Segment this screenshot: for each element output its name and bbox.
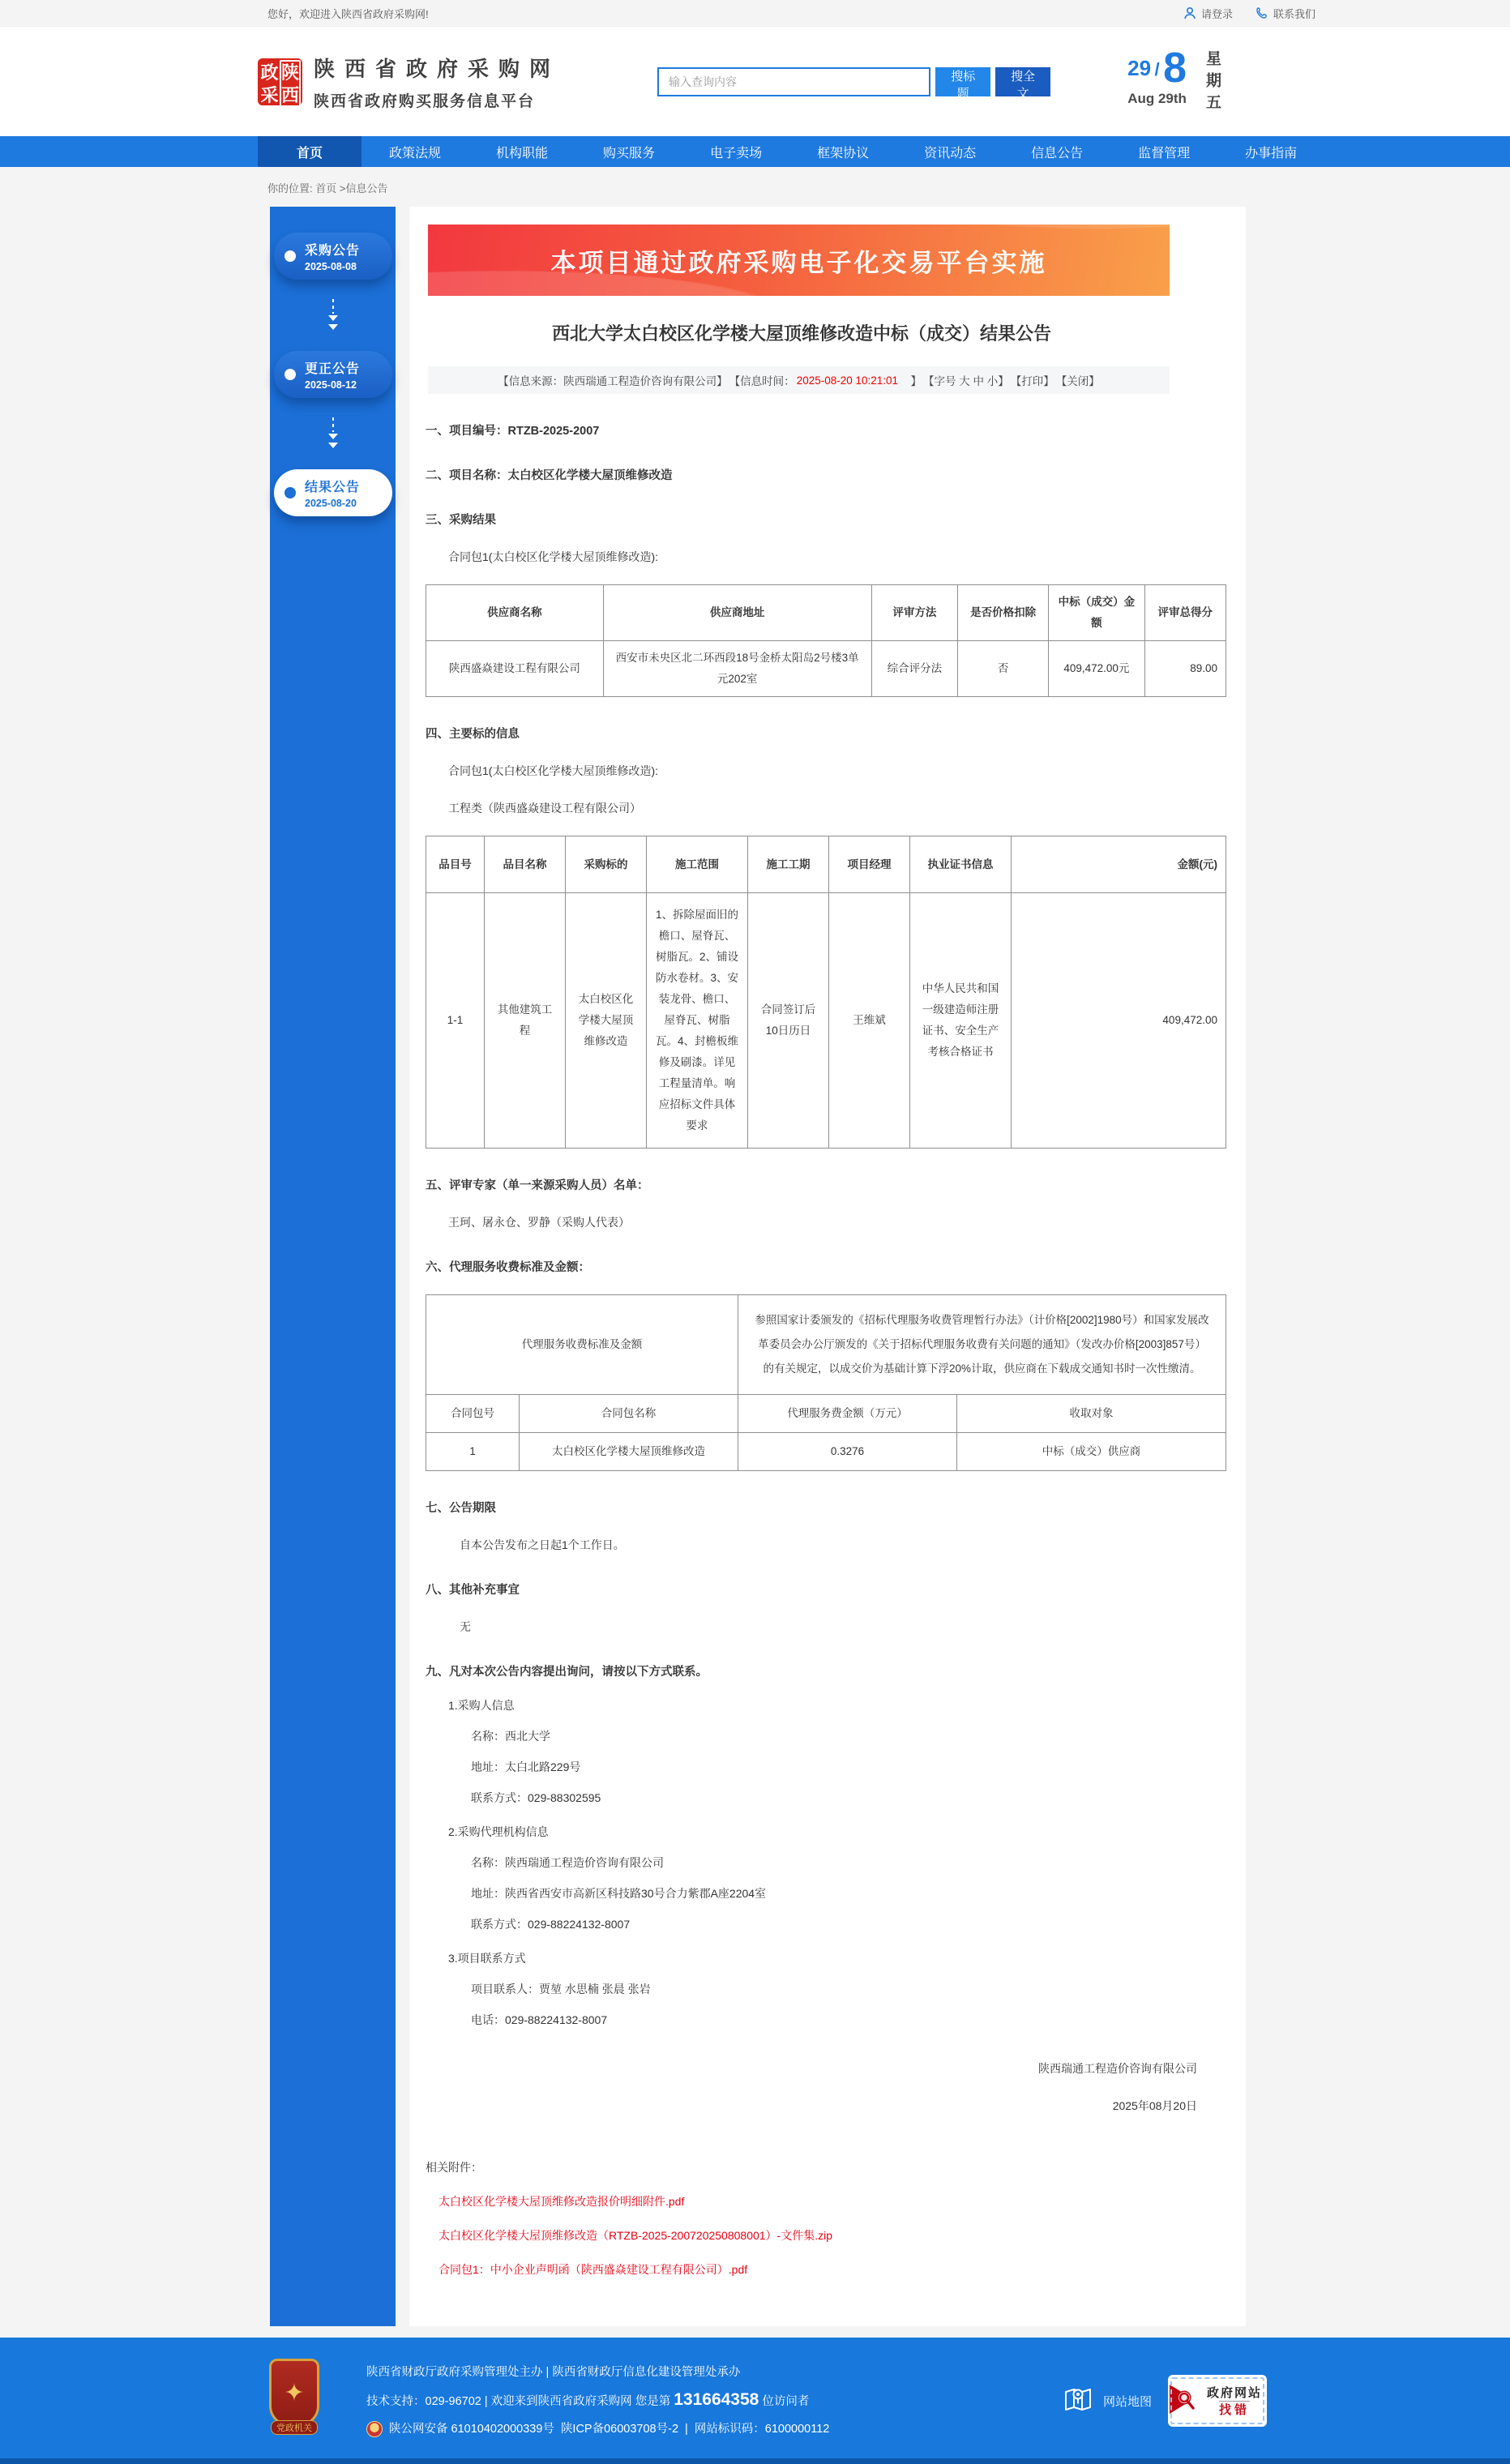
award-amount: 409,472.00元 [1049, 641, 1144, 697]
footer-beian-line: 陕公网安备 61010402000339号 陕ICP备06003708号-2 | 网站标识码：6100000112 [366, 2415, 829, 2443]
article-content [409, 207, 1246, 2326]
table-row [426, 893, 1226, 1149]
gov-site-find-error-badge[interactable] [1168, 2375, 1267, 2427]
breadcrumb-home-link[interactable]: 首页 [315, 182, 337, 195]
nav-item-guide[interactable]: 办事指南 [1245, 146, 1298, 160]
package-line: 合同包1(太白校区化学楼大屋顶维修改造): [448, 550, 658, 563]
nav-item-news[interactable]: 资讯动态 [924, 146, 977, 160]
notice-period-text: 自本公告发布之日起1个工作日。 [460, 1538, 625, 1551]
party-government-emblem [267, 2359, 321, 2443]
site-footer [0, 2338, 1510, 2464]
table-header: 合同包名称 [520, 1395, 738, 1433]
project-contact-title: 3.项目联系方式 [448, 1952, 526, 1965]
attachment-link-fileset-zip[interactable]: 太白校区化学楼大屋顶维修改造（RTZB-2025-200720250808001）-文件集.zip [438, 2229, 833, 2242]
arrow-down-icon [327, 297, 340, 333]
breadcrumb-separator: > [339, 182, 346, 195]
police-beian-link[interactable]: 陕公网安备 61010402000339号 [389, 2423, 554, 2436]
table-header: 收取对象 [957, 1395, 1226, 1433]
timeline-date: 2025-08-12 [305, 379, 357, 391]
find-error-icon [1168, 2383, 1196, 2419]
phone-icon [1255, 6, 1268, 19]
icp-beian-link[interactable]: 陕ICP备06003708号-2 [560, 2423, 679, 2436]
project-phone: 电话：029-88224132-8007 [471, 2013, 608, 2026]
logo-char: 政 [260, 62, 279, 83]
logo-char: 西 [280, 84, 299, 105]
procurement-result-table [426, 584, 1226, 697]
expert-names: 王珂、屠永仓、罗静（采购人代表） [448, 1216, 630, 1229]
package-line: 合同包1(太白校区化学楼大屋顶维修改造): [448, 764, 658, 777]
nav-item-functions[interactable]: 机构职能 [496, 146, 549, 160]
section-other-matters: 八、其他补充事宜 [426, 1584, 520, 1597]
footer-support-line: 技术支持：029-96702 | 欢迎来到陕西省政府采购网 您是第 131664358 位访问者 [366, 2390, 810, 2409]
info-time: 2025-08-20 10:21:01 [796, 374, 899, 387]
table-header: 施工工期 [748, 836, 829, 893]
nav-item-supervision[interactable]: 监督管理 [1138, 146, 1191, 160]
supplier-name: 陕西盛焱建设工程有限公司 [426, 641, 604, 697]
table-header: 评审方法 [871, 585, 957, 641]
timeline-dot [284, 487, 296, 498]
item-name: 其他建筑工程 [485, 893, 566, 1149]
info-source: 【信息来源：陕西瑞通工程造价咨询有限公司】 [498, 375, 728, 387]
table-header: 供应商名称 [426, 585, 604, 641]
section-notice-period: 七、公告期限 [426, 1502, 496, 1515]
close-button[interactable]: 【关闭】 [1055, 375, 1100, 387]
main-nav [0, 136, 1510, 167]
visitor-count: 131664358 [674, 2390, 759, 2409]
table-header: 品目名称 [485, 836, 566, 893]
timeline-item-result-notice[interactable] [274, 469, 392, 516]
site-code: 网站标识码：6100000112 [694, 2423, 830, 2436]
breadcrumb-label: 你的位置: [267, 182, 313, 195]
supplier-address: 西安市未央区北二环西段18号金桥太阳岛2号楼3单元202室 [603, 641, 871, 697]
construction-scope: 1、拆除屋面旧的檐口、屋脊瓦、树脂瓦。2、铺设防水卷材。3、安装龙骨、檐口、屋脊瓦、树脂瓦。4、封檐板维修及刷漆。详见工程量清单。响应招标文件具体要求 [647, 893, 748, 1149]
attachments-label: 相关附件： [426, 2161, 482, 2174]
contact-label: 联系我们 [1273, 7, 1315, 20]
article-meta-bar: 【信息来源：陕西瑞通工程造价咨询有限公司】 【信息时间： 2025-08-20 10:21:01 】 【字号 大 中 小】 【打印】 【关闭】 [428, 366, 1170, 394]
fee-standard-label: 代理服务收费标准及金额 [426, 1295, 738, 1395]
logo-char: 陕 [280, 62, 299, 83]
table-row [426, 1395, 1226, 1433]
construction-period: 合同签订后10日历日 [748, 893, 829, 1149]
table-header: 评审总得分 [1144, 585, 1226, 641]
agency-name: 名称：陕西瑞通工程造价咨询有限公司 [471, 1856, 664, 1869]
top-utility-bar [0, 0, 1510, 27]
agency-fee-table [426, 1294, 1226, 1471]
table-row [426, 1295, 1226, 1395]
breadcrumb [0, 167, 1510, 207]
table-header: 中标（成交）金额 [1049, 585, 1144, 641]
timeline-title: 采购公告 [305, 244, 361, 258]
nav-item-purchase-services[interactable]: 购买服务 [603, 146, 656, 160]
timeline-date: 2025-08-08 [305, 261, 357, 272]
project-contacts: 项目联系人：贾堃 水思楠 张晨 张岩 [471, 1983, 651, 1996]
info-time-label: 【信息时间： [729, 375, 795, 387]
login-label: 请登录 [1200, 7, 1233, 20]
welcome-text: 您好，欢迎进入陕西省政府采购网! [267, 7, 429, 20]
timeline-dot [284, 369, 296, 380]
nav-item-framework[interactable]: 框架协议 [817, 146, 870, 160]
logo-char: 采 [260, 84, 279, 105]
agency-info-title: 2.采购代理机构信息 [448, 1825, 549, 1838]
nav-item-announcements[interactable]: 信息公告 [1031, 146, 1084, 160]
shield-icon: ✦ [269, 2359, 319, 2427]
date-english: Aug 29th [1127, 91, 1187, 106]
timeline-dot [284, 250, 296, 262]
attachment-link-sme-declaration-pdf[interactable]: 合同包1：中小企业声明函（陕西盛焱建设工程有限公司）.pdf [438, 2263, 748, 2276]
other-matters-text: 无 [460, 1620, 471, 1633]
table-row [426, 641, 1226, 697]
table-header: 采购标的 [566, 836, 647, 893]
search-input[interactable] [657, 67, 930, 96]
date-day: 29 [1127, 56, 1152, 80]
announcement-timeline-sidebar [270, 207, 396, 2326]
main-subject-table [426, 836, 1226, 1149]
table-header: 施工范围 [647, 836, 748, 893]
site-title: 陕西省政府采购网 [313, 56, 560, 81]
footer-organizer-line: 陕西省财政厅政府采购管理处主办 | 陕西省财政厅信息化建设管理处承办 [366, 2366, 741, 2379]
site-logo [258, 58, 302, 105]
find-error-line1: 政府网站 [1206, 2386, 1262, 2400]
buyer-address: 地址：太白北路229号 [471, 1760, 581, 1773]
table-header: 执业证书信息 [910, 836, 1012, 893]
table-row [426, 1433, 1226, 1471]
timeline-title: 结果公告 [305, 481, 361, 494]
table-header: 项目经理 [829, 836, 910, 893]
search-fulltext-button[interactable]: 搜全文 [995, 67, 1050, 96]
buyer-name: 名称：西北大学 [471, 1730, 550, 1743]
font-size-control[interactable]: 【字号 大 中 小】 [923, 375, 1009, 387]
table-header: 供应商地址 [603, 585, 871, 641]
platform-banner: 本项目通过政府采购电子化交易平台实施 [428, 225, 1170, 296]
emblem-ribbon-label: 党政机关 [271, 2420, 318, 2435]
nav-item-policies[interactable]: 政策法规 [389, 146, 442, 160]
signature-org: 陕西瑞通工程造价咨询有限公司 [1038, 2062, 1197, 2075]
date-month: 8 [1163, 45, 1187, 92]
procurement-subject: 太白校区化学楼大屋顶维修改造 [566, 893, 647, 1149]
table-header: 合同包号 [426, 1395, 520, 1433]
nav-item-e-market[interactable]: 电子卖场 [710, 146, 763, 160]
table-header: 代理服务费金额（万元） [738, 1395, 957, 1433]
timeline-title: 更正公告 [305, 362, 361, 376]
section-project-number: 一、项目编号：RTZB-2025-2007 [426, 425, 600, 438]
buyer-phone: 联系方式：029-88302595 [471, 1791, 601, 1804]
section-main-subject: 四、主要标的信息 [426, 728, 520, 741]
sitemap-link[interactable] [1063, 2384, 1152, 2418]
buyer-info-title: 1.采购人信息 [448, 1699, 515, 1712]
table-header: 是否价格扣除 [958, 585, 1049, 641]
breadcrumb-current: 信息公告 [345, 182, 388, 195]
fee-amount: 0.3276 [738, 1433, 957, 1471]
user-icon [1183, 6, 1196, 19]
arrow-down-icon [327, 416, 340, 451]
date-widget: 29 / 8 Aug 29th 星期五 [1127, 47, 1267, 116]
section-procurement-result: 三、采购结果 [426, 514, 496, 527]
signature-date: 2025年08月20日 [1112, 2099, 1197, 2112]
project-manager: 王维斌 [829, 893, 910, 1149]
certificate-info: 中华人民共和国一级建造师注册证书、安全生产考核合格证书 [910, 893, 1012, 1149]
timeline-item-procurement-notice[interactable] [274, 233, 392, 280]
search-bar [657, 67, 1050, 101]
category-line: 工程类（陕西盛焱建设工程有限公司） [448, 802, 641, 815]
review-method: 综合评分法 [871, 641, 957, 697]
police-badge-icon [366, 2421, 383, 2437]
find-error-line2: 找错 [1219, 2401, 1250, 2417]
section-contacts: 九、凡对本次公告内容提出询问，请按以下方式联系。 [426, 1666, 708, 1679]
section-project-name: 二、项目名称：太白校区化学楼大屋顶维修改造 [426, 469, 673, 482]
sitemap-label: 网站地图 [1102, 2394, 1152, 2409]
price-deduction: 否 [958, 641, 1049, 697]
contact-us-link[interactable] [1255, 6, 1315, 21]
attachment-link-quotation-pdf[interactable]: 太白校区化学楼大屋顶维修改造报价明细附件.pdf [438, 2195, 685, 2208]
site-subtitle: 陕西省政府购买服务信息平台 [313, 92, 535, 110]
timeline-date: 2025-08-20 [305, 498, 357, 509]
timeline-item-correction-notice[interactable] [274, 351, 392, 398]
nav-item-home[interactable]: 首页 [258, 136, 361, 167]
weekday-label: 星期五 [1204, 50, 1221, 116]
fee-standard-description: 参照国家计委颁发的《招标代理服务收费管理暂行办法》（计价格[2002]1980号）和国家发展改革委员会办公厅颁发的《关于招标代理服务收费有关问题的通知》（发改办价格[2003]857号）的有关规定，以成交价为基础计算下浮20%计取，供应商在下载成交通知书时一次性缴清。 [738, 1295, 1226, 1395]
search-title-button[interactable]: 搜标题 [935, 67, 990, 96]
print-button[interactable]: 【打印】 [1010, 375, 1054, 387]
page-title: 西北大学太白校区化学楼大屋顶维修改造中标（成交）结果公告 [551, 323, 1051, 344]
amount: 409,472.00 [1012, 893, 1226, 1149]
section-agency-fee: 六、代理服务收费标准及金额： [426, 1261, 590, 1274]
agency-phone: 联系方式：029-88224132-8007 [471, 1918, 631, 1931]
site-header [0, 27, 1510, 136]
package-name: 太白校区化学楼大屋顶维修改造 [520, 1433, 738, 1471]
fee-payer: 中标（成交）供应商 [957, 1433, 1226, 1471]
map-icon [1063, 2384, 1093, 2418]
section-review-experts: 五、评审专家（单一来源采购人员）名单： [426, 1179, 649, 1192]
table-header: 品目号 [426, 836, 485, 893]
table-header: 金额(元) [1012, 836, 1226, 893]
review-score: 89.00 [1144, 641, 1226, 697]
item-number: 1-1 [426, 893, 485, 1149]
agency-address: 地址：陕西省西安市高新区科技路30号合力紫郡A座2204室 [471, 1887, 767, 1900]
login-link[interactable] [1183, 6, 1233, 21]
package-number: 1 [426, 1433, 520, 1471]
